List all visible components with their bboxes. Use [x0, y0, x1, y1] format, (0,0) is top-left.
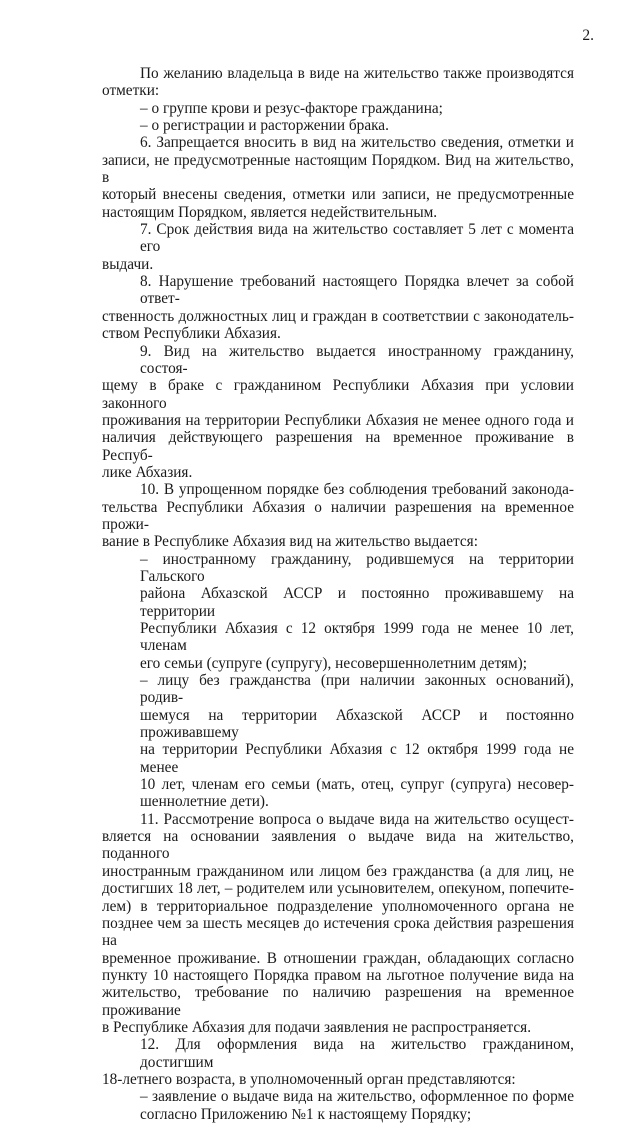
paragraph — [102, 221, 574, 273]
text-line: 10. В упрощенном порядке без соблюдения требований законода- — [140, 481, 574, 499]
text-line: ством Республики Абхазия. — [102, 325, 281, 343]
text-line: – заявление о выдаче вида на жительство, оформленное по форме — [140, 1088, 574, 1106]
text-line: района Абхазской АССР и постоянно проживавшему на территории — [140, 585, 574, 620]
text-line: настоящим Порядком, является недействительным. — [102, 203, 438, 221]
text-line: 8. Нарушение требований настоящего Порядка влечет за собой ответ- — [140, 273, 574, 308]
text-line: шеннолетние дети). — [140, 793, 269, 811]
text-line: временное проживание. В отношении граждан, обладающих согласно — [102, 949, 574, 967]
list-item — [102, 100, 574, 117]
paragraph — [102, 1036, 574, 1088]
list-item — [102, 1088, 574, 1123]
text-line: – иностранному гражданину, родившемуся на территории Гальского — [140, 550, 574, 585]
text-line: отметки: — [102, 82, 160, 100]
text-line: который внесены сведения, отметки или записи, не предусмотренные — [102, 186, 574, 204]
text-line: лике Абхазия. — [102, 463, 193, 481]
page-number: 2. — [582, 27, 594, 44]
text-line: вляется на основании заявления о выдаче вида на жительство, поданного — [102, 828, 574, 863]
paragraph — [102, 273, 574, 342]
text-line: иностранным гражданином или лицом без гражданства (а для лиц, не — [102, 862, 574, 880]
text-line: позднее чем за шесть месяцев до истечения срока действия разрешения на — [102, 914, 574, 950]
text-line: лем) в территориальное подразделение уполномоченного органа не — [102, 897, 574, 915]
text-line: вание в Республике Абхазия вид на жительство выдается: — [102, 533, 478, 551]
paragraph — [102, 134, 574, 221]
text-line: проживания на территории Республики Абхазия не менее одного года и — [102, 411, 574, 429]
text-line: записи, не предусмотренные настоящим Порядком. Вид на жительство, в — [102, 151, 574, 187]
text-line: на территории Республики Абхазия с 12 октября 1999 года не менее — [140, 741, 574, 776]
text-line: пункту 10 настоящего Порядка правом на льготное получение вида на — [102, 966, 574, 984]
text-line: 9. Вид на жительство выдается иностранному гражданину, состоя- — [140, 342, 574, 377]
document-body — [102, 65, 574, 1123]
text-line: 18-летнего возраста, в уполномоченный орган представляются: — [102, 1070, 516, 1088]
text-line: – о группе крови и резус-факторе гражданина; — [140, 99, 443, 117]
text-line: ственность должностных лиц и граждан в соответствии с законодатель- — [102, 307, 574, 325]
list-item — [102, 672, 574, 811]
text-line: щему в браке с гражданином Республики Абхазия при условии законного — [102, 377, 574, 412]
text-line: – о регистрации и расторжении брака. — [140, 117, 389, 135]
text-line: наличия действующего разрешения на временное проживание в Респуб- — [102, 429, 574, 464]
text-line: шемуся на территории Абхазской АССР и постоянно проживавшему — [140, 706, 574, 742]
text-line: – лицу без гражданства (при наличии законных оснований), родив- — [140, 672, 574, 707]
text-line: Республики Абхазия с 12 октября 1999 года не менее 10 лет, членам — [140, 620, 574, 655]
text-line: выдачи. — [102, 255, 154, 273]
list-item — [102, 117, 574, 134]
text-line: тельства Республики Абхазия о наличии разрешения на временное прожи- — [102, 498, 574, 533]
text-line: достигших 18 лет, – родителем или усыновителем, опекуном, попечите- — [102, 880, 574, 898]
paragraph — [102, 811, 574, 1036]
text-line: 7. Срок действия вида на жительство составляет 5 лет с момента его — [140, 221, 574, 256]
text-line: 12. Для оформления вида на жительство гражданином, достигшим — [140, 1036, 574, 1071]
paragraph — [102, 343, 574, 482]
text-line: согласно Приложению №1 к настоящему Порядку; — [140, 1105, 472, 1123]
paragraph — [102, 65, 574, 100]
text-line: в Республике Абхазия для подачи заявления не распространяется. — [102, 1018, 532, 1036]
text-line: жительство, требование по наличию разрешения на временное проживание — [102, 984, 574, 1019]
list-item — [102, 551, 574, 672]
text-line: 6. Запрещается вносить в вид на жительство сведения, отметки и — [140, 134, 574, 152]
text-line: 10 лет, членам его семьи (мать, отец, супруг (супруга) несовер- — [140, 776, 574, 794]
paragraph — [102, 481, 574, 550]
text-line: 11. Рассмотрение вопроса о выдаче вида на жительство осущест- — [140, 810, 574, 828]
text-line: его семьи (супруге (супругу), несовершеннолетним детям); — [140, 654, 528, 672]
text-line: По желанию владельца в виде на жительство также производятся — [140, 65, 574, 82]
